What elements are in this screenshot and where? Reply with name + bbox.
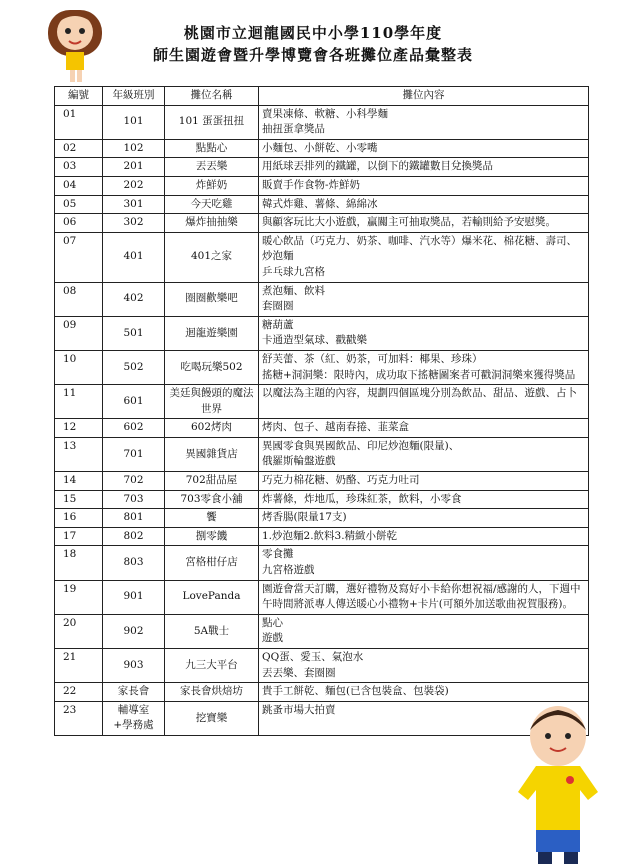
cell-booth-content: 貴手工餅乾、麵包(已含包裝盒、包裝袋) [259, 683, 589, 702]
cell-id: 16 [55, 509, 103, 528]
cell-booth-content: 用紙球丟排列的鐵罐，以倒下的鐵罐數目兌換獎品 [259, 158, 589, 177]
cell-class: 902 [103, 614, 165, 648]
cell-booth-content: 1.炒泡麵2.飲料3.精緻小餅乾 [259, 527, 589, 546]
cell-class: 703 [103, 490, 165, 509]
boy-cartoon-illustration [500, 700, 616, 866]
cell-booth-name: 九三大平台 [165, 649, 259, 683]
cell-class: 301 [103, 195, 165, 214]
table-row [55, 350, 589, 384]
cell-class: 501 [103, 316, 165, 350]
table-row [55, 437, 589, 471]
cell-class: 輔導室 +學務處 [103, 701, 165, 735]
cell-booth-content: 以魔法為主題的內容，規劃四個區塊分別為飲品、甜品、遊戲、占卜 [259, 385, 589, 419]
table-row [55, 105, 589, 139]
table-row [55, 419, 589, 438]
cell-class: 401 [103, 232, 165, 282]
cell-booth-content: 異國零食與異國飲品、印尼炒泡麵(限量)、 俄羅斯輪盤遊戲 [259, 437, 589, 471]
page-title: 桃園市立迴龍國民中小學110學年度 [183, 24, 443, 42]
page-subtitle: 師生園遊會暨升學博覽會各班攤位產品彙整表 [152, 46, 473, 64]
cell-id: 01 [55, 105, 103, 139]
cell-class: 602 [103, 419, 165, 438]
cell-booth-name: 703零食小舖 [165, 490, 259, 509]
cell-booth-content: 販賣手作食物-炸鮮奶 [259, 176, 589, 195]
table-row [55, 214, 589, 233]
cell-booth-content: 烤香腸(限量17支) [259, 509, 589, 528]
cell-booth-content: 舒芙蕾、茶（紅、奶茶，可加料：椰果、珍珠） 搖糖+洞洞樂：限時內，成功取下搖糖圖案者可戳洞洞樂來獲得獎品 [259, 350, 589, 384]
cell-booth-name: 今天吃雞 [165, 195, 259, 214]
cell-id: 23 [55, 701, 103, 735]
cell-booth-name: 捌零饑 [165, 527, 259, 546]
cell-id: 17 [55, 527, 103, 546]
cell-id: 22 [55, 683, 103, 702]
table-row [55, 139, 589, 158]
header-booth-content: 攤位內容 [259, 87, 589, 106]
cell-id: 06 [55, 214, 103, 233]
cell-booth-content: 零食攤 九宮格遊戲 [259, 546, 589, 580]
cell-booth-name: LovePanda [165, 580, 259, 614]
table-row [55, 232, 589, 282]
cell-class: 601 [103, 385, 165, 419]
cell-id: 10 [55, 350, 103, 384]
cell-id: 05 [55, 195, 103, 214]
cell-id: 11 [55, 385, 103, 419]
cell-class: 903 [103, 649, 165, 683]
cell-class: 402 [103, 282, 165, 316]
cell-id: 12 [55, 419, 103, 438]
cell-class: 302 [103, 214, 165, 233]
cell-booth-content: 糖葫蘆 卡通造型氣球、戳戳樂 [259, 316, 589, 350]
cell-id: 09 [55, 316, 103, 350]
cell-booth-name: 602烤肉 [165, 419, 259, 438]
cell-booth-name: 挖寶樂 [165, 701, 259, 735]
cell-booth-name: 點點心 [165, 139, 259, 158]
cell-booth-name: 美廷與饅頭的魔法世界 [165, 385, 259, 419]
cell-booth-name: 家長會烘焙坊 [165, 683, 259, 702]
cell-booth-content: 韓式炸雞、薯條、綿綿冰 [259, 195, 589, 214]
cell-booth-name: 吃喝玩樂502 [165, 350, 259, 384]
table-header-row [55, 87, 589, 106]
cell-class: 502 [103, 350, 165, 384]
cell-booth-name: 宮格柑仔店 [165, 546, 259, 580]
cell-class: 家長會 [103, 683, 165, 702]
cell-class: 102 [103, 139, 165, 158]
table-row [55, 385, 589, 419]
table-row [55, 649, 589, 683]
header-id: 編號 [55, 87, 103, 106]
table-row [55, 614, 589, 648]
cell-booth-name: 異國雜貨店 [165, 437, 259, 471]
cell-booth-name: 丟丟樂 [165, 158, 259, 177]
cell-id: 07 [55, 232, 103, 282]
table-row [55, 158, 589, 177]
cell-id: 15 [55, 490, 103, 509]
cell-booth-name: 饗 [165, 509, 259, 528]
cell-id: 18 [55, 546, 103, 580]
cell-booth-content: 小麵包、小餅乾、小零嘴 [259, 139, 589, 158]
table-row [55, 490, 589, 509]
cell-booth-content: 暖心飲品（巧克力、奶茶、咖啡、汽水等）爆米花、棉花糖、壽司、炒泡麵 乒乓球九宮格 [259, 232, 589, 282]
cell-id: 20 [55, 614, 103, 648]
table-row [55, 282, 589, 316]
table-row [55, 546, 589, 580]
cell-class: 801 [103, 509, 165, 528]
cell-class: 803 [103, 546, 165, 580]
cell-class: 702 [103, 472, 165, 491]
cell-id: 21 [55, 649, 103, 683]
cell-booth-name: 迴龍遊樂園 [165, 316, 259, 350]
cell-class: 802 [103, 527, 165, 546]
cell-booth-name: 401之家 [165, 232, 259, 282]
cell-class: 101 [103, 105, 165, 139]
cell-id: 02 [55, 139, 103, 158]
cell-id: 04 [55, 176, 103, 195]
cell-booth-content: 巧克力棉花糖、奶酪、巧克力吐司 [259, 472, 589, 491]
cell-booth-name: 圈圈歡樂吧 [165, 282, 259, 316]
cell-booth-name: 5A戰士 [165, 614, 259, 648]
cell-id: 19 [55, 580, 103, 614]
table-row [55, 195, 589, 214]
table-row [55, 472, 589, 491]
cell-class: 202 [103, 176, 165, 195]
cell-id: 13 [55, 437, 103, 471]
cell-booth-name: 爆炸抽抽樂 [165, 214, 259, 233]
cell-booth-name: 101 蛋蛋扭扭 [165, 105, 259, 139]
cell-booth-content: QQ蛋、愛玉、氣泡水 丟丟樂、套圈圈 [259, 649, 589, 683]
cell-booth-content: 點心 遊戲 [259, 614, 589, 648]
cell-id: 14 [55, 472, 103, 491]
cell-class: 901 [103, 580, 165, 614]
table-row [55, 527, 589, 546]
cell-booth-content: 炸薯條，炸地瓜，珍珠紅茶，飲料，小零食 [259, 490, 589, 509]
booth-table [54, 86, 589, 736]
cell-booth-content: 賣果凍條、軟糖、小科學麵 抽扭蛋拿獎品 [259, 105, 589, 139]
header-booth-name: 攤位名稱 [165, 87, 259, 106]
table-row [55, 176, 589, 195]
cell-booth-content: 烤肉、包子、越南春捲、韮菜盒 [259, 419, 589, 438]
cell-booth-content: 園遊會當天訂購，選好禮物及寫好小卡給你想祝福/感謝的人，下週中午時間將派專人傳送暖心小禮物+卡片(可額外加送歌曲祝賀服務)。 [259, 580, 589, 614]
table-row [55, 580, 589, 614]
cell-class: 201 [103, 158, 165, 177]
cell-id: 03 [55, 158, 103, 177]
cell-id: 08 [55, 282, 103, 316]
cell-booth-name: 702甜品屋 [165, 472, 259, 491]
cell-class: 701 [103, 437, 165, 471]
cell-booth-content: 跳蚤市場大拍賣 [259, 701, 589, 735]
cell-booth-content: 與顧客玩比大小遊戲，贏關主可抽取獎品，若輸則給予安慰獎。 [259, 214, 589, 233]
cell-booth-content: 煮泡麵、飲料 套圈圈 [259, 282, 589, 316]
table-row [55, 509, 589, 528]
header-class: 年級班別 [103, 87, 165, 106]
table-row [55, 683, 589, 702]
cell-booth-name: 炸鮮奶 [165, 176, 259, 195]
table-row [55, 316, 589, 350]
